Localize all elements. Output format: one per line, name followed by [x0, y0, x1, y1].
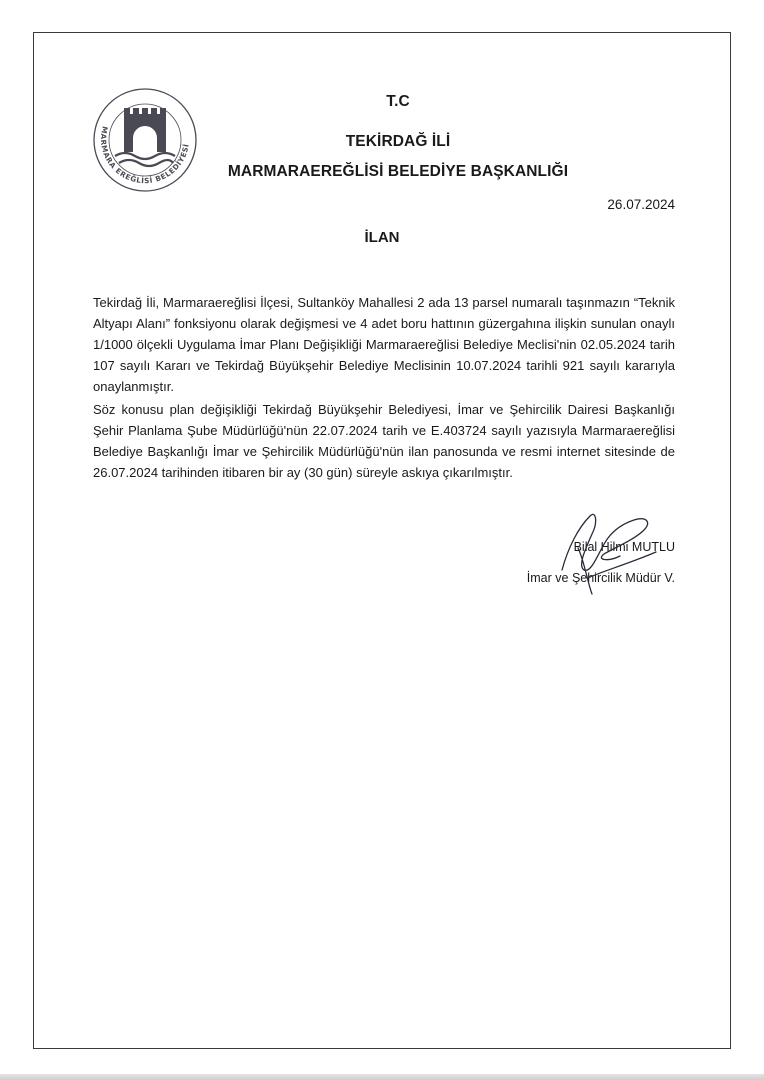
document-title: İLAN	[364, 229, 400, 246]
header-province: TEKİRDAĞ İLİ	[345, 133, 451, 150]
announcement-paragraph-2: Söz konusu plan değişikliği Tekirdağ Büyükşehir Belediyesi, İmar ve Şehircilik Dairesi Başkanlığı Şehir Planlama Şube Müdürlüğü'nün 22.07.2024 tarih ve E.403724 sayılı yazısıyla Marmaraereğlisi Belediye Başkanlığı İmar ve Şehircilik Müdürlüğü'nün ilan panosunda ve resmi internet sitesinde de 26.07.2024 tarihinden itibaren bir ay (30 gün) süreyle askıya çıkarılmıştır.	[93, 402, 675, 480]
handwritten-signature	[548, 508, 668, 598]
scan-edge	[0, 1074, 764, 1080]
document-date: 26.07.2024	[607, 197, 675, 212]
announcement-paragraph-1: Tekirdağ İli, Marmaraereğlisi İlçesi, Sultanköy Mahallesi 2 ada 13 parsel numaralı taşınmazın “Teknik Altyapı Alanı” fonksiyonu olarak değişmesi ve 4 adet boru hattının güzergahına ilişkin sunulan onaylı 1/1000 ölçekli Uygulama İmar Planı Değişikliği Marmaraereğlisi Belediye Meclisi'nin 02.05.2024 tarih 107 sayılı Kararı ve Tekirdağ Büyükşehir Belediye Meclisinin 10.07.2024 tarihli 921 sayılı kararıyla onaylanmıştır.	[93, 295, 675, 394]
signatory-title: İmar ve Şehircilik Müdür V.	[526, 571, 675, 585]
header-municipality: MARMARAEREĞLİSİ BELEDİYE BAŞKANLIĞI	[227, 163, 569, 180]
header-tc: T.C	[386, 93, 410, 110]
signatory-name: Bilal Hilmi MUTLU	[573, 540, 675, 554]
seal-ring-text: MARMARA EREĞLİSİ BELEDİYESİ	[98, 125, 191, 186]
